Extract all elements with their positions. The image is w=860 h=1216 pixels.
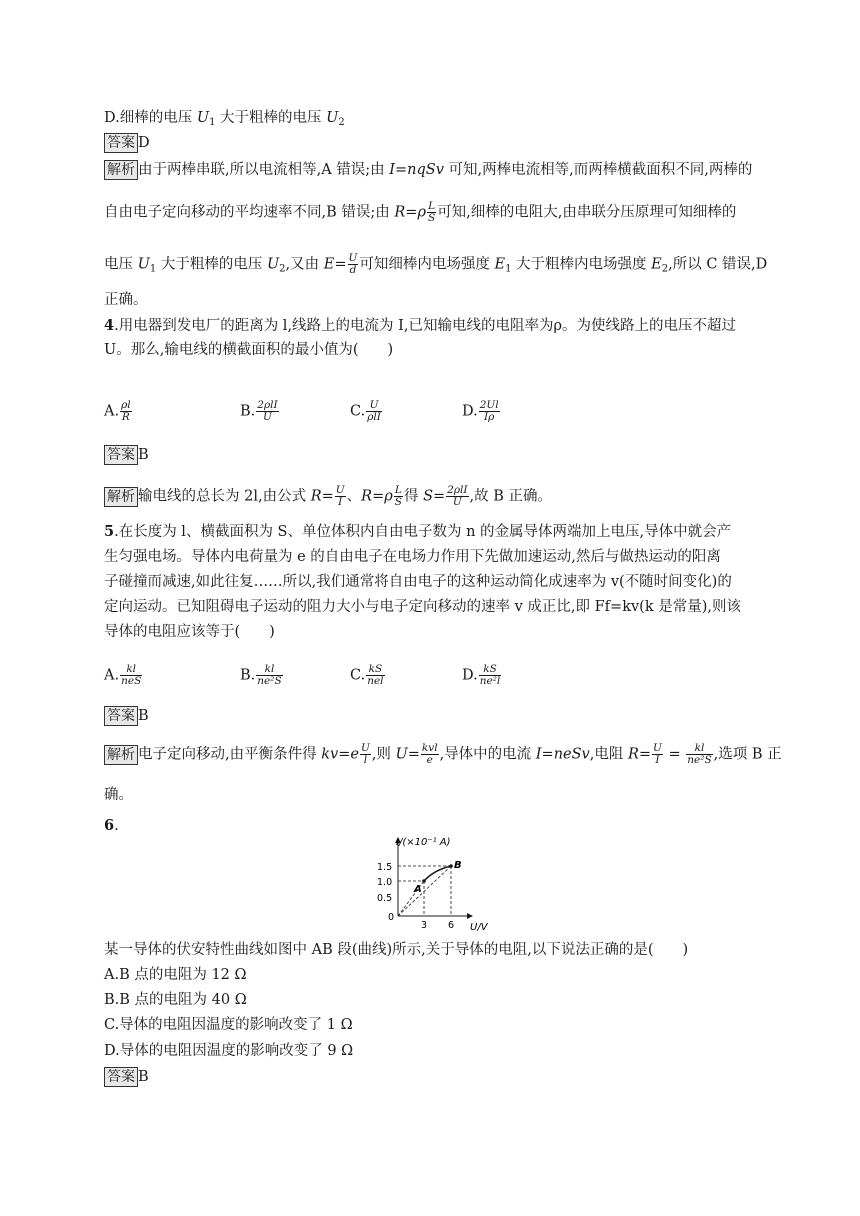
point-a: [422, 879, 426, 883]
q6-number: 6: [104, 817, 115, 834]
iv-curve-ab: [424, 866, 451, 881]
y-tick-1-0: 1.0: [377, 877, 393, 888]
q5-stem-line-2: 生匀强电场。导体内电荷量为 e 的自由电子在电场力作用下先做加速运动,然后与做热运动的阳离: [104, 549, 721, 565]
answer-tag: 答案: [104, 1067, 138, 1087]
q5-analysis-line-1: 解析 电子定向移动,由平衡条件得 kv=e $\frac{U}{l}$ ,则 U= $\frac{\text{kvl}}{e}$ ,导体中的电流 I=neSv,电阻 R= $\frac{U}{I}$ = $\frac{kl}{\text{ne²S}}$ ,选项 B 正: [104, 743, 760, 766]
q6-stem: 某一导体的伏安特性曲线如图中 AB 段(曲线)所示,关于导体的电阻,以下说法正确的是( ): [104, 942, 689, 958]
q6-answer-row: [104, 1067, 760, 1087]
answer-tag: 答案: [104, 445, 138, 465]
q6-option-c: C.导体的电阻因温度的影响改变了 1 Ω: [104, 1017, 353, 1033]
q5-option-a: A. $\frac{kl}{\text{neS}}$: [104, 663, 142, 687]
q3-answer-value: D: [138, 135, 150, 151]
formula-l-over-s: $\frac{L}{S}$: [427, 200, 436, 224]
q6-answer-value: B: [138, 1069, 149, 1085]
q5-answer-row: [104, 706, 760, 726]
q3-option-d: D.细棒的电压 $U_1$ 大于粗棒的电压 $U_2$: [104, 110, 345, 128]
analysis-tag: 解析: [104, 745, 138, 765]
q5-stem-line-1: 5.在长度为 l、横截面积为 S、单位体积内自由电子数为 n 的金属导体两端加上电压,导体中就会产: [104, 523, 732, 540]
q4-option-a: A. $\frac{\rho l}{R}$: [104, 399, 131, 423]
q5-option-b: B. $\frac{kl}{\text{ne²S}}$: [240, 663, 282, 687]
q6-option-a: A.B 点的电阻为 12 Ω: [104, 967, 247, 983]
answer-tag: 答案: [104, 133, 138, 153]
q3-analysis-line-3: 电压 $U_1$ 大于粗棒的电压 $U_2$,又由 E= $\frac{U}{d}$ 可知细棒内电场强度 $E_1$ 大于粗棒内电场强度 $E_2$,所以 C 错误,D: [104, 252, 768, 276]
y-tick-0-5: 0.5: [377, 893, 393, 904]
q3-analysis-line-2: 自由电子定向移动的平均速率不同,B 错误;由 R=ρ $\frac{L}{S}$ 可知,细棒的电阻大,由串联分压原理可知细棒的: [104, 200, 737, 224]
q6-number-row: 6.: [104, 817, 119, 834]
point-b-label: B: [454, 860, 462, 871]
q4-number: 4: [104, 317, 115, 334]
origin-label: 0: [388, 912, 395, 923]
q5-stem-line-4: 定向运动。已知阻碍电子运动的阻力大小与电子定向移动的速率 v 成正比,即 Ff=kv(k 是常量),则该: [104, 599, 741, 615]
q5-stem-line-3: 子碰撞而减速,如此往复……所以,我们通常将自由电子的这种运动简化成速率为 v(不随时间变化)的: [104, 574, 732, 590]
point-b: [449, 864, 453, 868]
q6-option-b: B.B 点的电阻为 40 Ω: [104, 992, 247, 1008]
q4-stem-line-1: 4.用电器到发电厂的距离为 l,线路上的电流为 I,已知输电线的电阻率为ρ。为使线路上的电压不超过: [104, 317, 737, 334]
q5-answer-value: B: [138, 708, 149, 724]
formula-u-over-d: $\frac{U}{d}$: [348, 252, 358, 276]
q5-analysis-line-2: 确。: [104, 787, 133, 803]
q3-answer-row: [104, 133, 760, 153]
y-tick-1-5: 1.5: [377, 862, 393, 873]
q4-option-c: C. $\frac{U}{\text{ρlI}}$: [350, 399, 381, 423]
q4-stem-line-2: U。那么,输电线的横截面积的最小值为( ): [104, 342, 394, 358]
x-axis-label: U/V: [470, 922, 488, 933]
iv-curve-figure: [358, 832, 498, 940]
q5-number: 5: [104, 523, 115, 540]
analysis-tag: 解析: [104, 487, 138, 507]
q4-answer-value: B: [138, 447, 149, 463]
q4-analysis: 解析 输电线的总长为 2l,由公式 R= $\frac{U}{I}$ 、R=ρ $\frac{L}{S}$ 得 S= $\frac{\text{2ρlI}}{U}$ ,故 B 正确。: [104, 485, 760, 508]
q4-answer-row: [104, 445, 760, 465]
point-a-label: A: [414, 884, 422, 895]
answer-tag: 答案: [104, 706, 138, 726]
q5-option-c: C. $\frac{kS}{\text{nel}}$: [350, 663, 384, 687]
analysis-tag: 解析: [104, 160, 138, 180]
q6-option-d: D.导体的电阻因温度的影响改变了 9 Ω: [104, 1043, 354, 1059]
q3-analysis-line-1: 解析 由于两棒串联,所以电流相等,A 错误;由 I=nqSv 可知,两棒电流相等,而两棒横截面积不同,两棒的: [104, 160, 760, 180]
chord-ob: [398, 866, 451, 916]
x-tick-6: 6: [448, 920, 455, 931]
q5-option-d: D. $\frac{kS}{\text{ne²l}}$: [462, 663, 501, 687]
q3-analysis-line-4: 正确。: [104, 292, 148, 308]
x-tick-3: 3: [421, 920, 428, 931]
q4-option-b: B. $\frac{\text{2ρlI}}{U}$: [240, 399, 278, 423]
y-axis-label: I/(×10⁻¹ A): [396, 837, 451, 848]
q5-stem-line-5: 导体的电阻应该等于( ): [104, 624, 275, 640]
q4-option-d: D. $\frac{2Ul}{I\rho}$: [462, 399, 499, 423]
